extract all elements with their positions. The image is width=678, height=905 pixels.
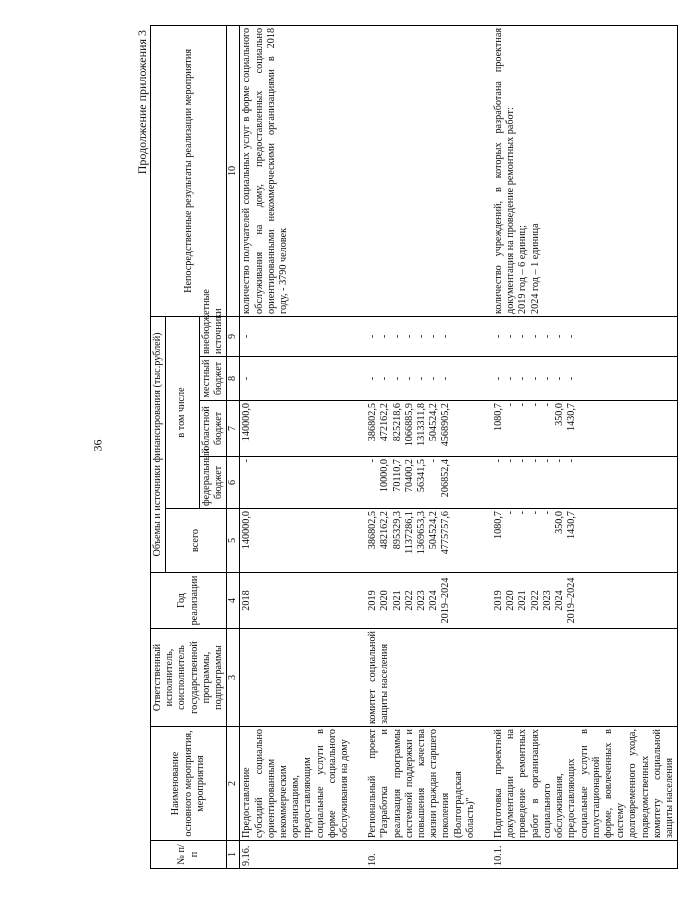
local-value: - [493, 376, 505, 381]
column-number: 1 [227, 841, 240, 869]
year-value: 2018 [241, 590, 253, 611]
spacer-cell [478, 629, 492, 727]
row-extra [492, 316, 678, 356]
year-value: 2019 [367, 590, 379, 611]
regional-value: 1080,7 [493, 403, 505, 432]
row-regional [492, 401, 678, 457]
regional-value: 504524,2 [428, 403, 440, 442]
row-total [366, 509, 478, 573]
total-value: 140000,0 [241, 511, 253, 550]
total-value: - [529, 511, 541, 515]
total-value: 1369653,3 [416, 511, 428, 555]
spacer-cell [352, 629, 366, 727]
header-responsible: Ответственный исполнитель, соисполнитель государственной программы, подпрограммы [151, 629, 227, 727]
year-value: 2019 [493, 590, 505, 611]
row-local [240, 357, 352, 401]
federal-value: - [428, 459, 440, 463]
spacer-cell [352, 727, 366, 841]
row-years [492, 573, 678, 629]
year-value: 2024 [554, 590, 566, 611]
local-value: - [554, 376, 566, 381]
year-value: 2023 [416, 590, 428, 611]
total-value: - [505, 511, 517, 515]
federal-value: - [529, 459, 541, 463]
year-value: 2021 [517, 590, 529, 611]
regional-value: 1430,7 [566, 403, 578, 432]
table-row [240, 25, 352, 868]
header-total: всего [166, 509, 227, 573]
federal-value: - [367, 459, 379, 463]
page-number: 36 [90, 439, 105, 452]
federal-value: - [517, 459, 529, 463]
federal-value: - [541, 459, 553, 463]
column-number: 8 [227, 357, 240, 401]
column-number: 2 [227, 727, 240, 841]
extra-value: - [428, 334, 440, 339]
federal-value: - [505, 459, 517, 463]
column-number: 5 [227, 509, 240, 573]
year-value: 2019–2024 [566, 577, 578, 624]
federal-value: 70110,7 [391, 459, 403, 492]
regional-value: - [529, 403, 541, 407]
extra-value: - [541, 334, 553, 339]
local-value: - [529, 376, 541, 381]
federal-value: 70400,2 [403, 459, 415, 493]
regional-value: - [541, 403, 553, 407]
total-value: 1430,7 [566, 511, 578, 540]
column-number: 9 [227, 316, 240, 356]
regional-value: 1313311,8 [416, 403, 428, 446]
total-value: 350,0 [554, 511, 566, 534]
extra-value: - [529, 334, 541, 339]
header-name: Наименование основного мероприятия, мероприятия [151, 727, 227, 841]
column-number: 6 [227, 457, 240, 509]
spacer-cell [478, 25, 492, 316]
local-value: - [505, 376, 517, 381]
row-extra [366, 316, 478, 356]
local-value: - [440, 376, 452, 381]
header-funding: Объемы и источники финансирования (тыс.рублей) [151, 316, 166, 572]
regional-value: 1066885,9 [403, 403, 415, 447]
year-value: 2022 [403, 590, 415, 611]
regional-value: - [517, 403, 529, 407]
spacer-cell [352, 841, 366, 869]
total-value: 895329,3 [391, 511, 403, 550]
extra-value: - [379, 334, 391, 339]
spacer-cell [352, 25, 366, 316]
regional-value: 386802,5 [367, 403, 379, 442]
local-value: - [517, 376, 529, 381]
header-no: № п/п [151, 841, 227, 869]
row-regional [240, 401, 352, 457]
header-federal: федеральный бюджет [199, 457, 226, 509]
regional-value: 4568905,2 [440, 403, 452, 447]
spacer-cell [478, 727, 492, 841]
row-responsible: комитет социальной защиты населения [366, 629, 478, 727]
total-value: 1137286,1 [403, 511, 415, 554]
total-value: - [541, 511, 553, 515]
spacer-cell [352, 401, 366, 457]
header-extra: внебюджетные источники [199, 316, 226, 356]
result-line: количество учреждений, в которых разработана проектная документация на проведение ремонтных работ: [493, 27, 517, 314]
row-name: Предоставление субсидий социально ориентированным некоммерческим организациям, предоставляющим социальные услуги в форме социального обслуживания на дому [240, 727, 352, 841]
row-local [492, 357, 678, 401]
total-value: 504524,2 [428, 511, 440, 550]
column-number-row [227, 25, 240, 868]
row-name: Региональный проект "Разработка и реализация программы системной поддержки и повышения качества жизни граждан старшего поколения (Волгоградская область)" [366, 727, 478, 841]
extra-value: - [241, 334, 253, 339]
funding-table [150, 25, 678, 869]
year-value: 2024 [428, 590, 440, 611]
header-local: местный бюджет [199, 357, 226, 401]
extra-value: - [517, 334, 529, 339]
year-value: 2023 [541, 590, 553, 611]
year-value: 2019–2024 [440, 577, 452, 624]
federal-value: - [554, 459, 566, 463]
federal-value: 10000,0 [379, 459, 391, 493]
total-value: - [517, 511, 529, 515]
header-year: Год реализации [151, 573, 227, 629]
local-value: - [367, 376, 379, 381]
spacer-cell [478, 316, 492, 356]
row-federal [366, 457, 478, 509]
spacer-cell [352, 509, 366, 573]
rotated-page-content [132, 26, 675, 869]
total-value: 4775757,6 [440, 511, 452, 555]
extra-value: - [493, 334, 505, 339]
row-total [240, 509, 352, 573]
extra-value: - [367, 334, 379, 339]
appendix-continuation: Продолжение приложения 3 [135, 30, 149, 175]
row-responsible [492, 629, 678, 727]
result-line: 2019 год – 6 единиц; [517, 225, 529, 314]
spacer-cell [478, 357, 492, 401]
column-number: 7 [227, 401, 240, 457]
year-value: 2020 [505, 590, 517, 611]
local-value: - [428, 376, 440, 381]
row-federal [240, 457, 352, 509]
extra-value: - [403, 334, 415, 339]
extra-value: - [505, 334, 517, 339]
extra-value: - [554, 334, 566, 339]
regional-value: 825218,6 [391, 403, 403, 442]
header-incl: в том числе [166, 316, 200, 508]
total-value: 386802,5 [367, 511, 379, 550]
row-years [240, 573, 352, 629]
spacer-cell [478, 401, 492, 457]
federal-value: - [493, 459, 505, 463]
local-value: - [566, 376, 578, 381]
spacer-cell [352, 316, 366, 356]
year-value: 2021 [391, 590, 403, 611]
spacer-cell [478, 573, 492, 629]
spacer-cell [478, 457, 492, 509]
row-extra [240, 316, 352, 356]
header-results: Непосредственные результаты реализации мероприятия [151, 25, 227, 316]
extra-value: - [566, 334, 578, 339]
extra-value: - [440, 334, 452, 339]
spacer-cell [478, 509, 492, 573]
federal-value: 56341,5 [416, 459, 428, 493]
extra-value: - [416, 334, 428, 339]
federal-value: - [566, 459, 578, 463]
row-federal [492, 457, 678, 509]
row-number: 10.1. [492, 841, 678, 869]
table-row [366, 25, 478, 868]
header-regional: областной бюджет [199, 401, 226, 457]
row-result [240, 25, 352, 316]
regional-value: 140000,0 [241, 403, 253, 442]
spacer-cell [352, 457, 366, 509]
federal-value: - [241, 459, 253, 463]
column-number: 4 [227, 573, 240, 629]
regional-value: - [505, 403, 517, 407]
spacer-cell [352, 357, 366, 401]
total-value: 1080,7 [493, 511, 505, 540]
row-result [492, 25, 678, 316]
row-regional [366, 401, 478, 457]
year-value: 2020 [379, 590, 391, 611]
result-line: 2024 год – 1 единица [529, 223, 541, 314]
federal-value: 206852,4 [440, 459, 452, 498]
row-years [366, 573, 478, 629]
row-result [366, 25, 478, 316]
row-number: 10. [366, 841, 478, 869]
row-name: Подготовка проектной документации на проведение ремонтных работ в организациях социального обслуживания, предоставляющих социальные услуги в полустационарной форме, вовлеченных в систему долговременного ухода, подведомственных комитету социальной защиты населения [492, 727, 678, 841]
year-value: 2022 [529, 590, 541, 611]
row-number: 9.16. [240, 841, 352, 869]
local-value: - [541, 376, 553, 381]
local-value: - [241, 376, 253, 381]
total-value: 482162,2 [379, 511, 391, 550]
table-row [492, 25, 678, 868]
column-number: 10 [227, 25, 240, 316]
row-local [366, 357, 478, 401]
row-total [492, 509, 678, 573]
result-line: количество получателей социальных услуг в форме социального обслуживания на дому, предоставленных социально ориентированными некоммерческими организациями в 2018 году, - 3790 человек [241, 27, 290, 314]
local-value: - [379, 376, 391, 381]
regional-value: 350,0 [554, 403, 566, 426]
spacer-cell [352, 573, 366, 629]
column-number: 3 [227, 629, 240, 727]
regional-value: 472162,2 [379, 403, 391, 442]
spacer-row [352, 25, 366, 868]
row-responsible [240, 629, 352, 727]
spacer-cell [478, 841, 492, 869]
local-value: - [403, 376, 415, 381]
local-value: - [391, 376, 403, 381]
extra-value: - [391, 334, 403, 339]
spacer-row [478, 25, 492, 868]
local-value: - [416, 376, 428, 381]
